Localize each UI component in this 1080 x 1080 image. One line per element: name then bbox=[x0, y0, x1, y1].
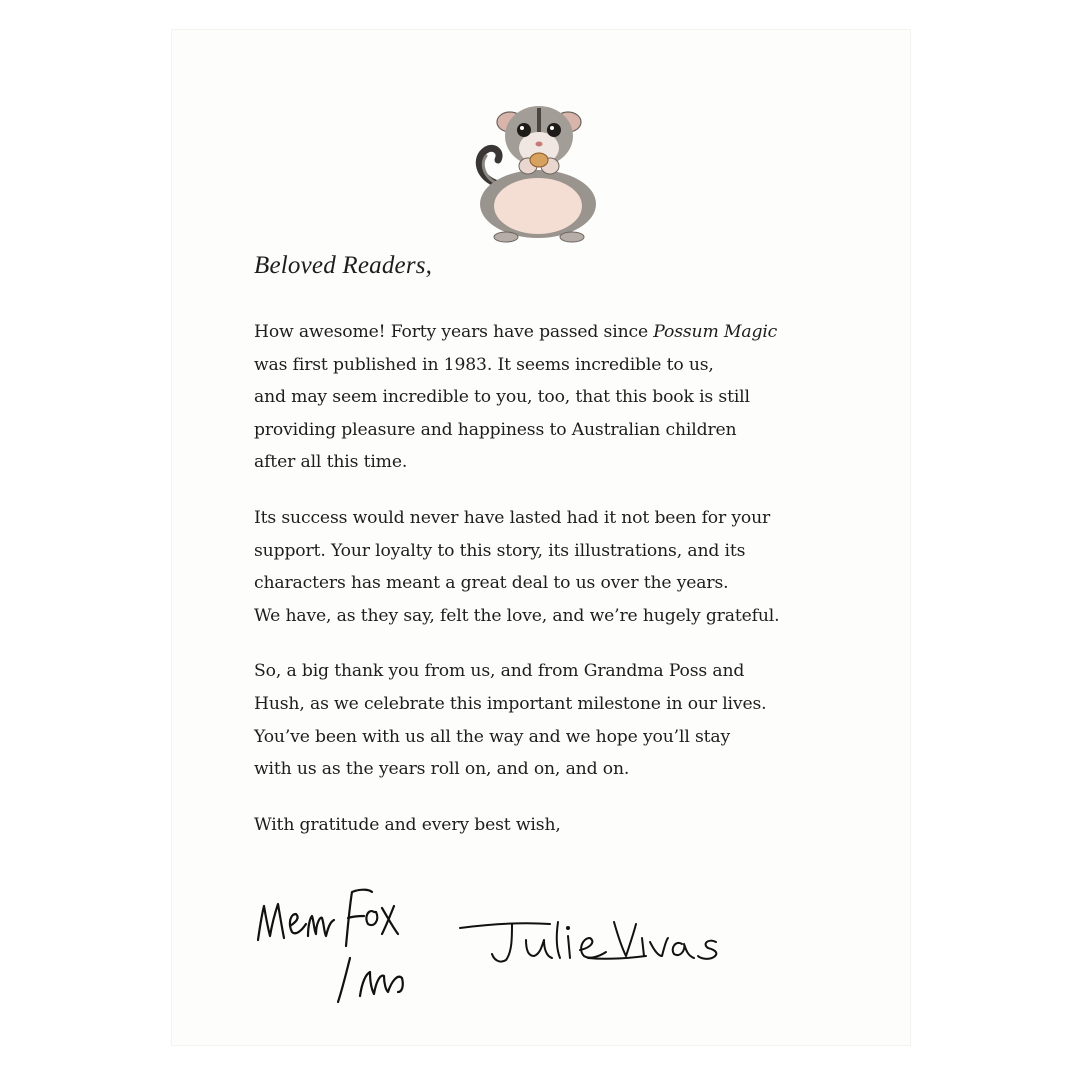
signatures bbox=[250, 878, 770, 1013]
letter-page bbox=[172, 30, 910, 1045]
paragraph-line: Hush, as we celebrate this important milestone in our lives. bbox=[254, 693, 767, 714]
paragraph-line bbox=[254, 316, 874, 349]
line-text: How awesome! Forty years have passed since bbox=[254, 322, 654, 342]
paragraph-line: after all this time. bbox=[254, 452, 408, 473]
closing: With gratitude and every best wish, bbox=[254, 814, 561, 835]
paragraph-line: So, a big thank you from us, and from Grandma Poss and bbox=[254, 661, 745, 682]
paragraph-line: and may seem incredible to you, too, that this book is still bbox=[254, 387, 750, 408]
paragraph-2 bbox=[254, 502, 874, 632]
possum-illustration-icon bbox=[468, 92, 608, 244]
paragraph-3 bbox=[254, 655, 874, 785]
book-title: Possum Magic bbox=[653, 322, 778, 342]
signature-julie-vivas bbox=[460, 922, 716, 962]
paragraph-line: providing pleasure and happiness to Australian children bbox=[254, 419, 737, 440]
paragraph-line: Its success would never have lasted had it not been for your bbox=[254, 507, 771, 528]
paragraph-line: with us as the years roll on, and on, and on. bbox=[254, 759, 630, 780]
paragraph-line: was first published in 1983. It seems incredible to us, bbox=[254, 354, 714, 375]
paragraph-line: characters has meant a great deal to us over the years. bbox=[254, 573, 729, 594]
letter-body bbox=[254, 252, 874, 841]
salutation: Beloved Readers, bbox=[254, 252, 433, 279]
paragraph-line: We have, as they say, felt the love, and we’re hugely grateful. bbox=[254, 605, 780, 626]
paragraph-line: You’ve been with us all the way and we hope you’ll stay bbox=[254, 726, 731, 747]
signature-mem-fox bbox=[258, 890, 403, 1002]
paragraph-line: support. Your loyalty to this story, its illustrations, and its bbox=[254, 540, 746, 561]
paragraph-1 bbox=[254, 316, 874, 479]
